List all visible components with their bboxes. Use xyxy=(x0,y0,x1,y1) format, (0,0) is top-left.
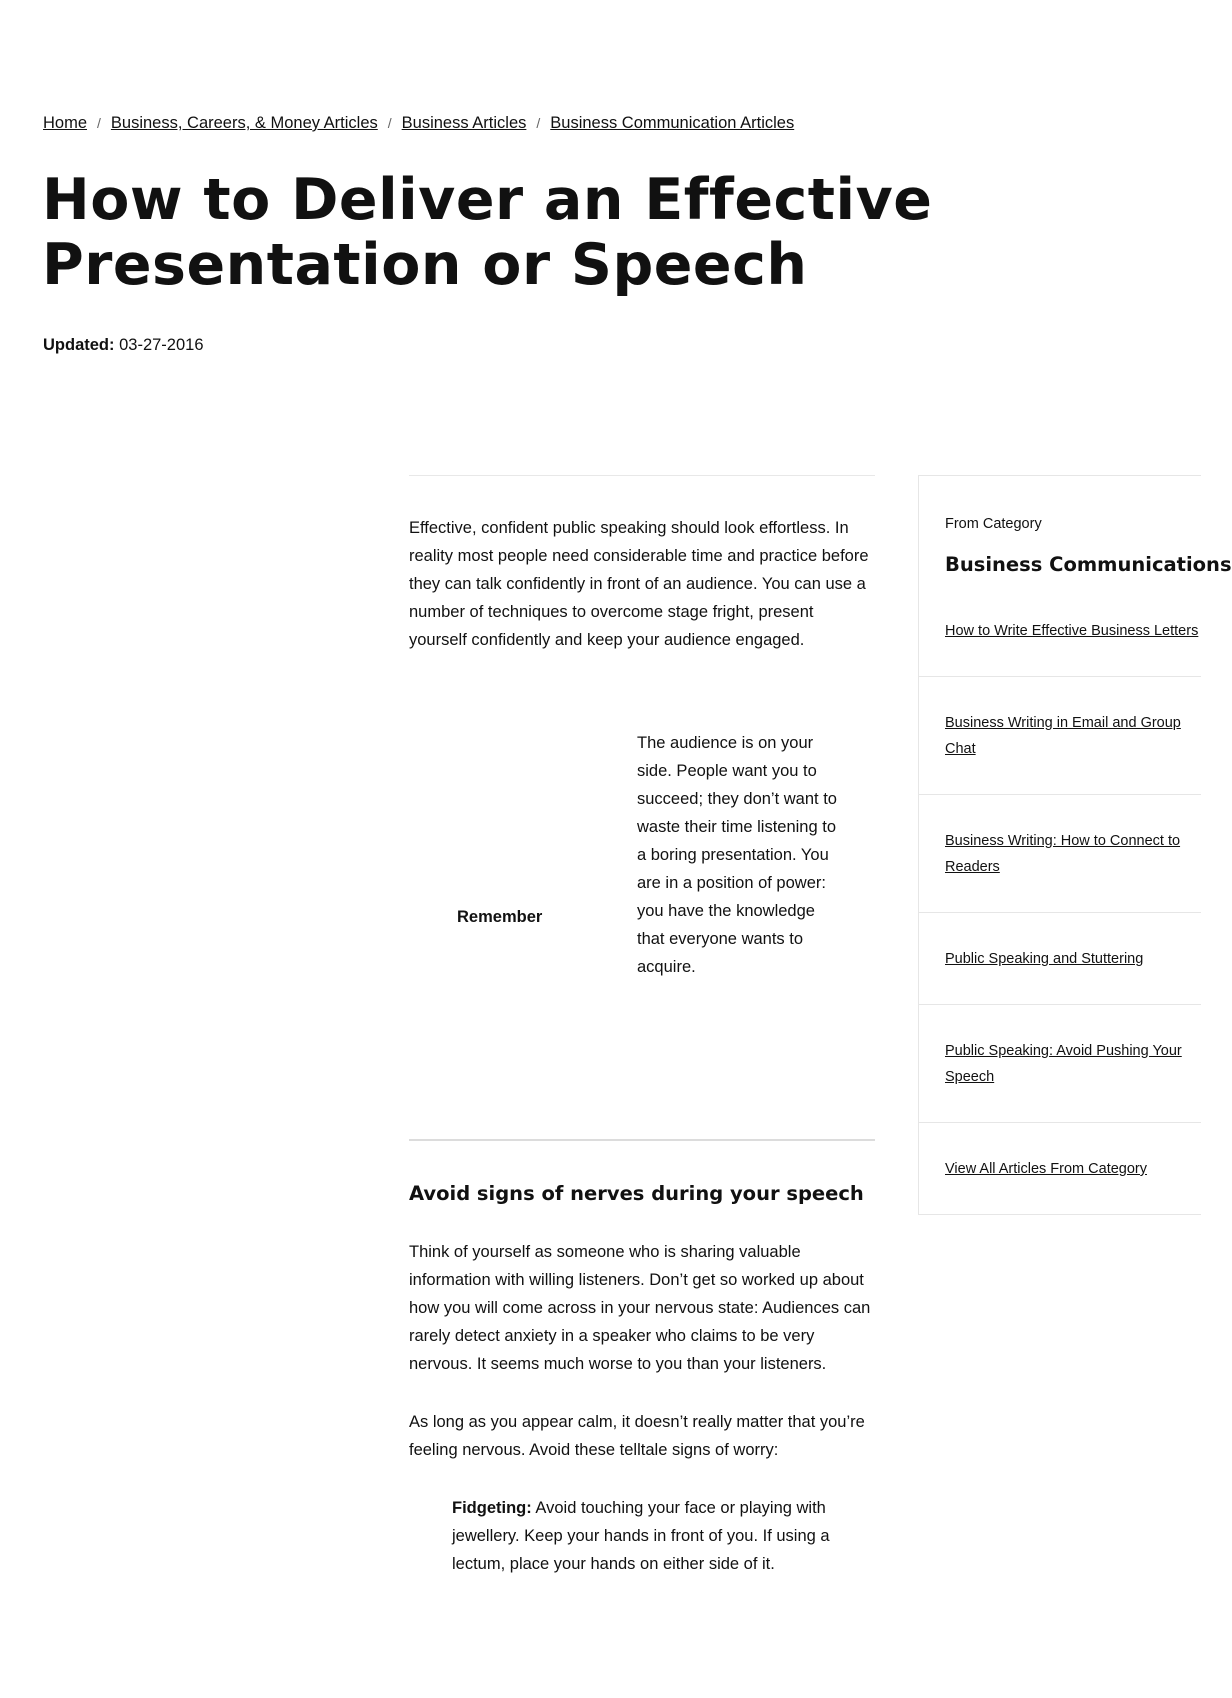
page-title-line: How to Deliver an Effective xyxy=(42,167,933,233)
breadcrumb-link-business-communication[interactable]: Business Communication Articles xyxy=(550,114,795,132)
sidebar-link-line: Public Speaking: Avoid Pushing Your xyxy=(945,1043,1182,1059)
breadcrumb-separator: / xyxy=(536,115,541,131)
intro-paragraph: Effective, confident public speaking should look effortless. In reality most people need considerable time and practice before they can talk confidently in front of an audience. You can use a number of techniques to overcome stage fright, present yourself confidently and keep your audience engaged. xyxy=(409,519,869,649)
callout-text: The audience is on your side. People want you to succeed; they don’t want to waste their time listening to a boring presentation. You are in a position of power: you have the knowledge that everyone wants to acquire. xyxy=(637,734,837,976)
list-item-term: Fidgeting: xyxy=(452,1499,532,1517)
sidebar-link[interactable] xyxy=(945,946,1201,972)
list-item xyxy=(919,1004,1201,1122)
sidebar-link-line: How to Write Effective Business Letters xyxy=(945,623,1199,639)
breadcrumb-link-home[interactable]: Home xyxy=(43,114,88,132)
updated-value: 03-27-2016 xyxy=(119,336,204,354)
breadcrumb-link-business-careers-money[interactable]: Business, Careers, & Money Articles xyxy=(110,114,378,132)
divider xyxy=(409,475,875,476)
list-item xyxy=(919,794,1201,912)
list-item xyxy=(452,1494,872,1578)
sidebar-link-line: Chat xyxy=(945,741,976,757)
sidebar-list xyxy=(919,618,1201,1214)
remember-callout xyxy=(409,715,875,1139)
article-body xyxy=(409,475,875,1578)
sidebar-link-line: Public Speaking and Stuttering xyxy=(945,951,1144,967)
updated-label: Updated: xyxy=(43,336,115,354)
sidebar-link[interactable] xyxy=(945,1038,1201,1090)
page-title xyxy=(42,168,942,298)
breadcrumb xyxy=(43,111,794,135)
list-item xyxy=(919,618,1201,676)
list-item xyxy=(919,912,1201,1004)
divider xyxy=(409,1139,875,1141)
list-item-text: Avoid touching your face or playing with jewellery. Keep your hands in front of you. If using a lectum, place your hands on either side of it. xyxy=(452,1499,830,1573)
sidebar-link-line: Business Writing in Email and Group xyxy=(945,715,1181,731)
page-title-line: Presentation or Speech xyxy=(42,232,808,298)
category-sidebar xyxy=(918,475,1232,1215)
body-paragraph: Think of yourself as someone who is sharing valuable information with willing listeners. Don’t get so worked up about how you will come across in your nervous state: Audiences can rarely detect anxiety in a speaker who claims to be very nervous. It seems much worse to you than your listeners. xyxy=(409,1243,871,1373)
callout-label: Remember xyxy=(457,908,543,926)
sidebar-link[interactable] xyxy=(945,618,1201,644)
breadcrumb-separator: / xyxy=(387,115,392,131)
sidebar-link[interactable] xyxy=(945,828,1201,880)
body-paragraph: As long as you appear calm, it doesn’t really matter that you’re feeling nervous. Avoid these telltale signs of worry: xyxy=(409,1413,865,1459)
sidebar-title: Business Communications xyxy=(945,553,1232,576)
view-all-link[interactable] xyxy=(945,1156,1201,1182)
section-heading: Avoid signs of nerves during your speech xyxy=(409,1182,864,1205)
sidebar-link-line: Speech xyxy=(945,1069,995,1085)
sidebar-link-line: Readers xyxy=(945,859,1000,875)
breadcrumb-link-business-articles[interactable]: Business Articles xyxy=(401,114,527,132)
breadcrumb-separator: / xyxy=(97,115,101,131)
list-item xyxy=(919,676,1201,794)
sidebar-eyebrow: From Category xyxy=(945,516,1042,532)
updated-date xyxy=(43,334,204,356)
list-item xyxy=(919,1122,1201,1214)
sidebar-link[interactable] xyxy=(945,710,1201,762)
sidebar-link-line: View All Articles From Category xyxy=(945,1161,1147,1177)
sidebar-link-line: Business Writing: How to Connect to xyxy=(945,833,1181,849)
